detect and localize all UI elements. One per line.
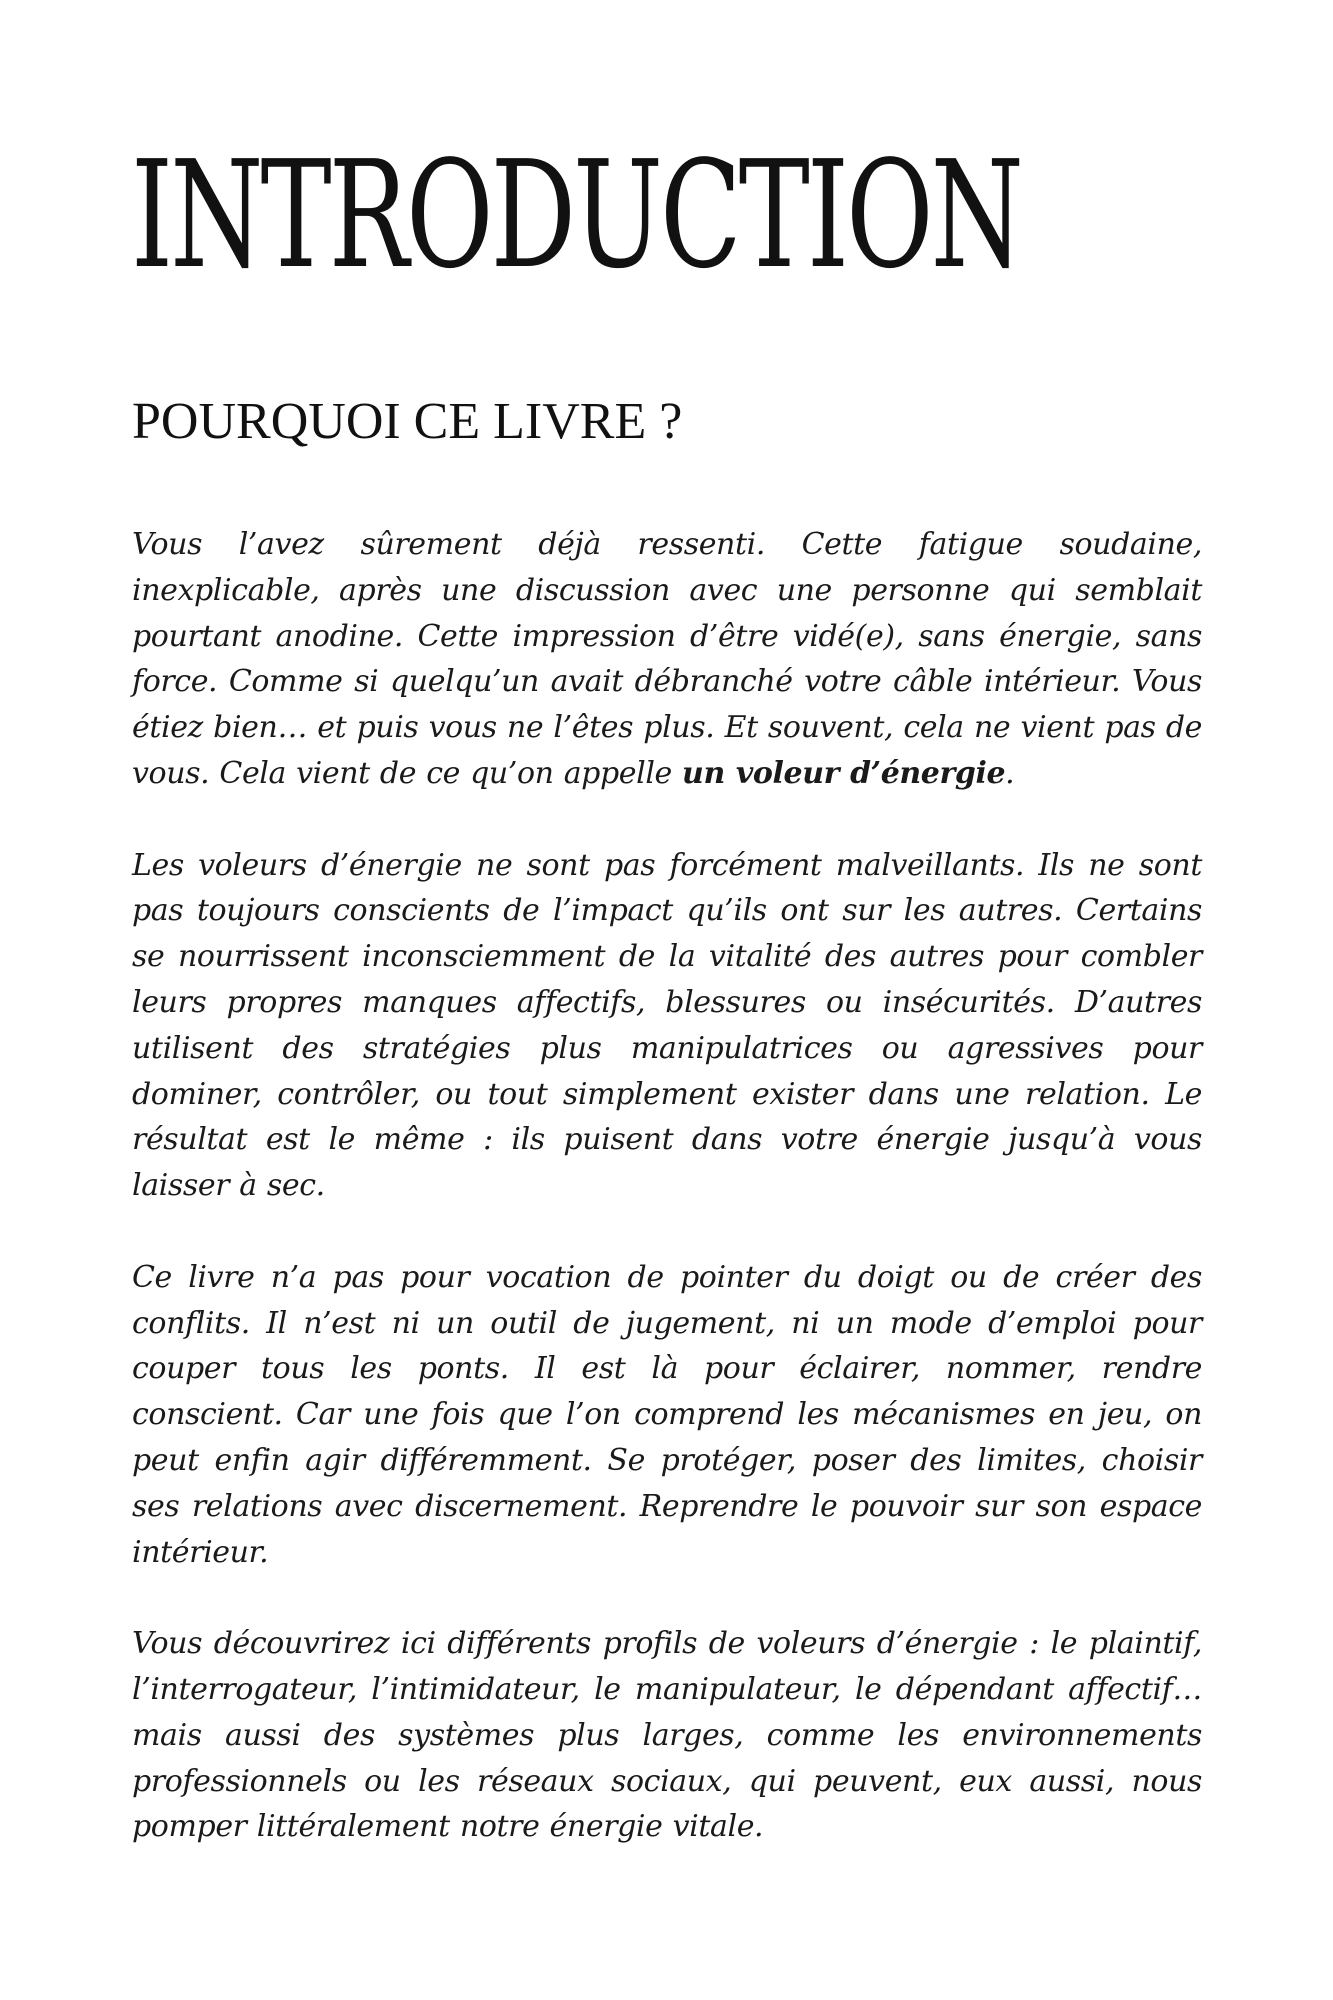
paragraph-1-emphasis: un voleur d’énergie (682, 755, 1006, 791)
paragraph-1 (132, 522, 1202, 797)
paragraph-1-text: Vous l’avez sûrement déjà ressenti. Cette fatigue soudaine, inexplicable, après une discussion avec une personne qui semblait pourtant anodine. Cette impression d’être vidé(e), sans énergie, sans force. Comme si quelqu’un avait débranché votre câble intérieur. Vous étiez bien… et puis vous ne l’êtes plus. Et souvent, cela ne vient pas de vous. Cela vient de ce qu’on appelle (132, 527, 1202, 791)
paragraph-2: Les voleurs d’énergie ne sont pas forcément malveillants. Ils ne sont pas toujours conscients de l’impact qu’ils ont sur les autres. Certains se nourrissent inconsciemment de la vitalité des autres pour combler leurs propres manques affectifs, blessures ou insécurités. D’autres utilisent des stratégies plus manipulatrices ou agressives pour dominer, contrôler, ou tout simplement exister dans une relation. Le résultat est le même : ils puisent dans votre énergie jusqu’à vous laisser à sec. (132, 847, 1202, 1204)
chapter-title: INTRODUCTION (131, 129, 1021, 301)
paragraph-4: Vous découvrirez ici différents profils de voleurs d’énergie : le plaintif, l’interrogateur, l’intimidateur, le manipulateur, le dépendant affectif… mais aussi des systèmes plus larges, comme les environnements professionnels ou les réseaux sociaux, qui peuvent, eux aussi, nous pomper littéralement notre énergie vitale. (132, 1626, 1202, 1845)
paragraph-3: Ce livre n’a pas pour vocation de pointer du doigt ou de créer des conflits. Il n’est ni un outil de jugement, ni un mode d’emploi pour couper tous les ponts. Il est là pour éclairer, nommer, rendre conscient. Car une fois que l’on comprend les mécanismes en jeu, on peut enfin agir différemment. Se protéger, poser des limites, choisir ses relations avec discernement. Reprendre le pouvoir sur son espace intérieur. (132, 1259, 1202, 1570)
body-text (132, 522, 1202, 1896)
section-title: POURQUOI CE LIVRE ? (132, 393, 683, 450)
paragraph-1-end: . (1005, 755, 1015, 791)
